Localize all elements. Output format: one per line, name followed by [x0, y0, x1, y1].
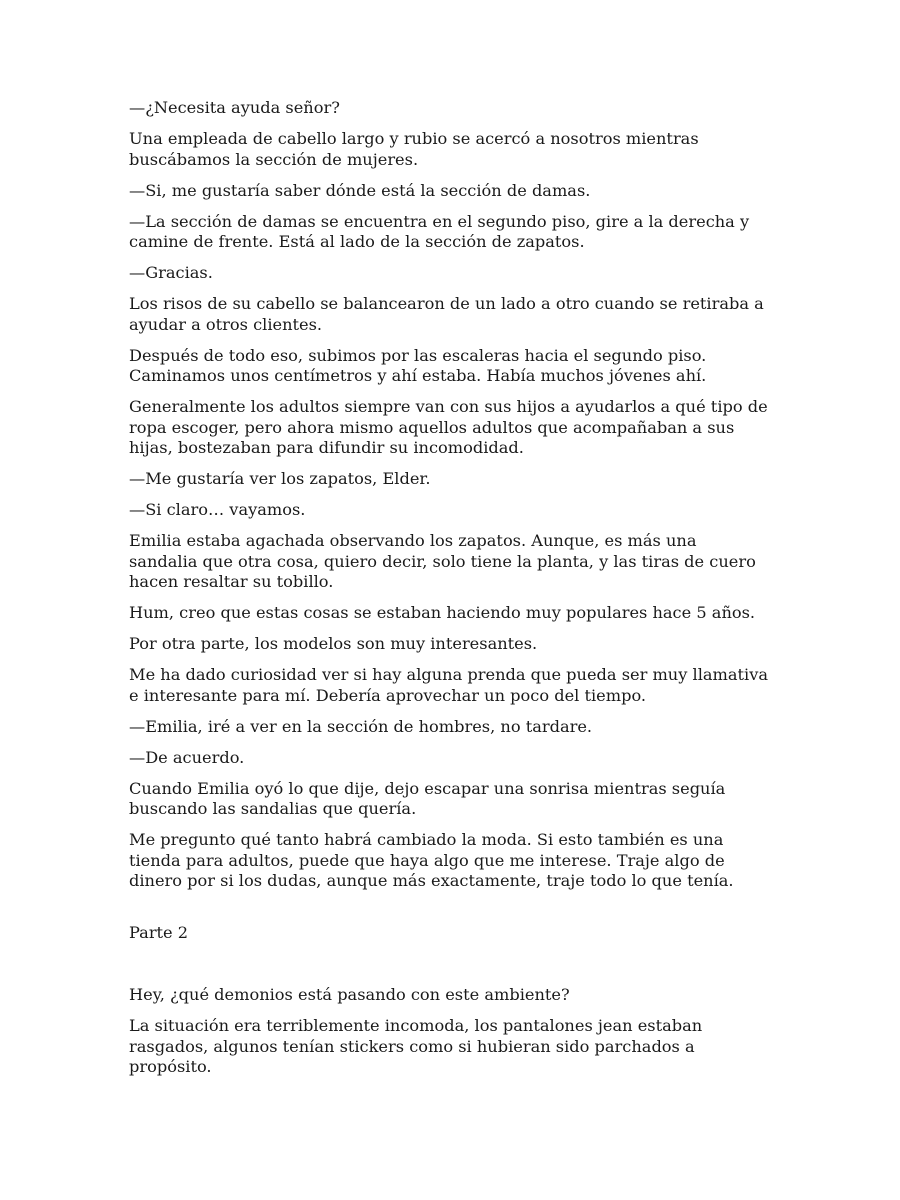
paragraph: Generalmente los adultos siempre van con sus hijos a ayudarlos a qué tipo de ropa escoger, pero ahora mismo aquellos adultos que acompañaban a sus hijas, bostezaban para difundir su incomodidad. [129, 397, 768, 457]
paragraph: Hum, creo que estas cosas se estaban haciendo muy populares hace 5 años. [129, 603, 756, 622]
paragraph: —Gracias. [129, 263, 213, 282]
paragraph: —La sección de damas se encuentra en el segundo piso, gire a la derecha y camine de frente. Está al lado de la sección de zapatos. [129, 211, 750, 251]
paragraph: Cuando Emilia oyó lo que dije, dejo escapar una sonrisa mientras seguía buscando las sandalias que quería. [129, 778, 726, 818]
paragraph: Por otra parte, los modelos son muy interesantes. [129, 634, 538, 653]
paragraph: Me ha dado curiosidad ver si hay alguna prenda que pueda ser muy llamativa e interesante para mí. Debería aprovechar un poco del tiempo. [129, 665, 769, 705]
paragraph: Me pregunto qué tanto habrá cambiado la moda. Si esto también es una tienda para adultos, puede que haya algo que me interese. Traje algo de dinero por si los dudas, aunque más exactamente, traje todo lo que tenía. [129, 830, 734, 890]
section-heading: Parte 2 [129, 922, 189, 942]
page-body-text [129, 98, 769, 1088]
paragraph: Los risos de su cabello se balancearon de un lado a otro cuando se retiraba a ayudar a otros clientes. [129, 294, 764, 334]
paragraph: —Si, me gustaría saber dónde está la sección de damas. [129, 180, 591, 200]
paragraph: Hey, ¿qué demonios está pasando con este ambiente? [129, 985, 570, 1004]
paragraph: La situación era terriblemente incomoda, los pantalones jean estaban rasgados, algunos tenían stickers como si hubieran sido parchados a propósito. [129, 1016, 703, 1076]
paragraph: —Me gustaría ver los zapatos, Elder. [129, 469, 431, 488]
paragraph: —De acuerdo. [129, 747, 245, 767]
paragraph: Después de todo eso, subimos por las escaleras hacia el segundo piso. Caminamos unos centímetros y ahí estaba. Había muchos jóvenes ahí. [129, 345, 707, 385]
paragraph: Emilia estaba agachada observando los zapatos. Aunque, es más una sandalia que otra cosa, quiero decir, solo tiene la planta, y las tiras de cuero hacen resaltar su tobillo. [129, 531, 756, 591]
paragraph: —Emilia, iré a ver en la sección de hombres, no tardare. [129, 716, 593, 736]
paragraph: —¿Necesita ayuda señor? [129, 98, 340, 117]
paragraph: Una empleada de cabello largo y rubio se acercó a nosotros mientras buscábamos la sección de mujeres. [129, 129, 699, 169]
paragraph: —Si claro… vayamos. [129, 500, 306, 519]
